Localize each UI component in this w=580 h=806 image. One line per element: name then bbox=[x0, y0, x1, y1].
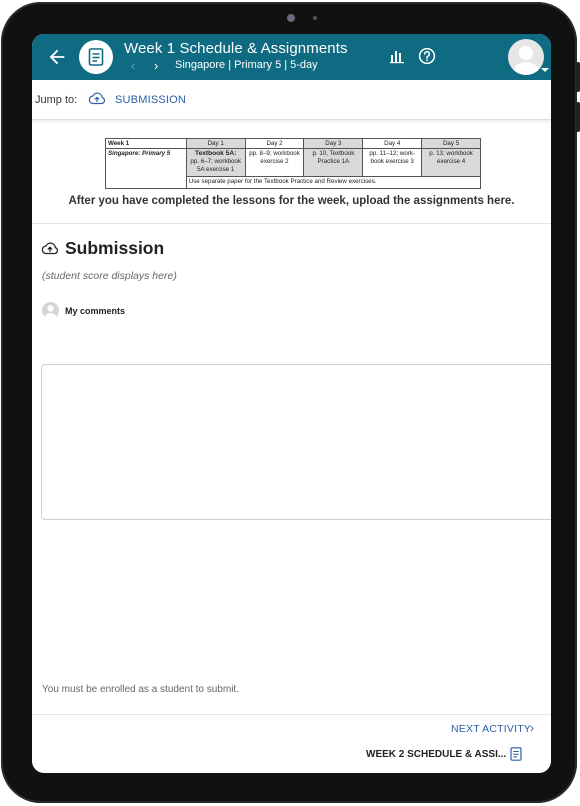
help-icon[interactable] bbox=[418, 47, 436, 65]
activity-badge bbox=[79, 40, 113, 74]
day-header: Day 2 bbox=[245, 139, 304, 149]
cell-text: pp. 6–7; workbook 5A exercise 1 bbox=[190, 158, 241, 173]
day-header: Day 1 bbox=[186, 139, 245, 149]
user-avatar-button[interactable] bbox=[508, 39, 544, 75]
camera-icon bbox=[287, 14, 295, 22]
sensor-icon bbox=[313, 16, 317, 20]
bar-chart-icon[interactable] bbox=[389, 48, 405, 64]
my-comments-label: My comments bbox=[65, 306, 126, 316]
instruction-text: After you have completed the lessons for the week, upload the assignments here. bbox=[68, 195, 515, 207]
back-arrow-icon[interactable] bbox=[46, 46, 68, 68]
document-icon[interactable] bbox=[510, 747, 522, 761]
cloud-upload-icon[interactable] bbox=[88, 90, 106, 106]
table-cell: pp. 11–12; work-book exercise 3 bbox=[363, 149, 422, 177]
page-title: Week 1 Schedule & Assignments bbox=[124, 40, 348, 57]
table-corner: Week 1 bbox=[106, 139, 187, 149]
enroll-notice: You must be enrolled as a student to submit. bbox=[42, 684, 239, 695]
app-header bbox=[32, 34, 551, 80]
divider bbox=[32, 223, 551, 224]
next-activity-link[interactable]: NEXT ACTIVITY bbox=[451, 723, 532, 735]
schedule-table bbox=[105, 138, 481, 189]
cloud-upload-icon bbox=[41, 240, 59, 256]
day-header: Day 5 bbox=[422, 139, 481, 149]
table-note: Use separate paper for the Textbook Practice and Review exercises. bbox=[186, 177, 480, 189]
table-cell: pp. 8–9; workbook exercise 2 bbox=[245, 149, 304, 177]
commenter-avatar bbox=[42, 302, 59, 319]
table-cell: p. 13; workbook exercise 4 bbox=[422, 149, 481, 177]
table-cell bbox=[186, 149, 245, 177]
volume-button bbox=[576, 62, 580, 92]
avatar-icon bbox=[42, 302, 59, 319]
jump-to-bar bbox=[32, 80, 551, 120]
jump-to-label: Jump to: bbox=[35, 94, 78, 106]
day-header: Day 3 bbox=[304, 139, 363, 149]
avatar-icon bbox=[508, 39, 544, 75]
next-activity-button[interactable]: › bbox=[154, 58, 159, 73]
table-cell: p. 10, Textbook Practice 1A bbox=[304, 149, 363, 177]
prev-activity-button[interactable]: ‹ bbox=[131, 58, 136, 73]
screen bbox=[32, 34, 551, 773]
tablet-frame bbox=[1, 2, 577, 803]
document-icon bbox=[88, 48, 104, 66]
divider bbox=[32, 714, 551, 715]
row-label: Singapore: Primary 5 bbox=[106, 149, 187, 189]
volume-button bbox=[576, 102, 580, 132]
next-activity-title[interactable]: WEEK 2 SCHEDULE & ASSI... bbox=[366, 749, 507, 760]
chevron-down-icon[interactable] bbox=[541, 68, 549, 72]
cell-bold: Textbook 5A: bbox=[195, 150, 237, 158]
day-header: Day 4 bbox=[363, 139, 422, 149]
jump-submission-link[interactable]: SUBMISSION bbox=[115, 94, 187, 106]
course-subtitle: Singapore | Primary 5 | 5-day bbox=[175, 59, 318, 71]
score-placeholder: (student score displays here) bbox=[42, 270, 177, 282]
comment-textarea[interactable] bbox=[41, 364, 551, 520]
chevron-right-icon[interactable]: › bbox=[530, 721, 534, 735]
submission-heading: Submission bbox=[65, 238, 165, 258]
